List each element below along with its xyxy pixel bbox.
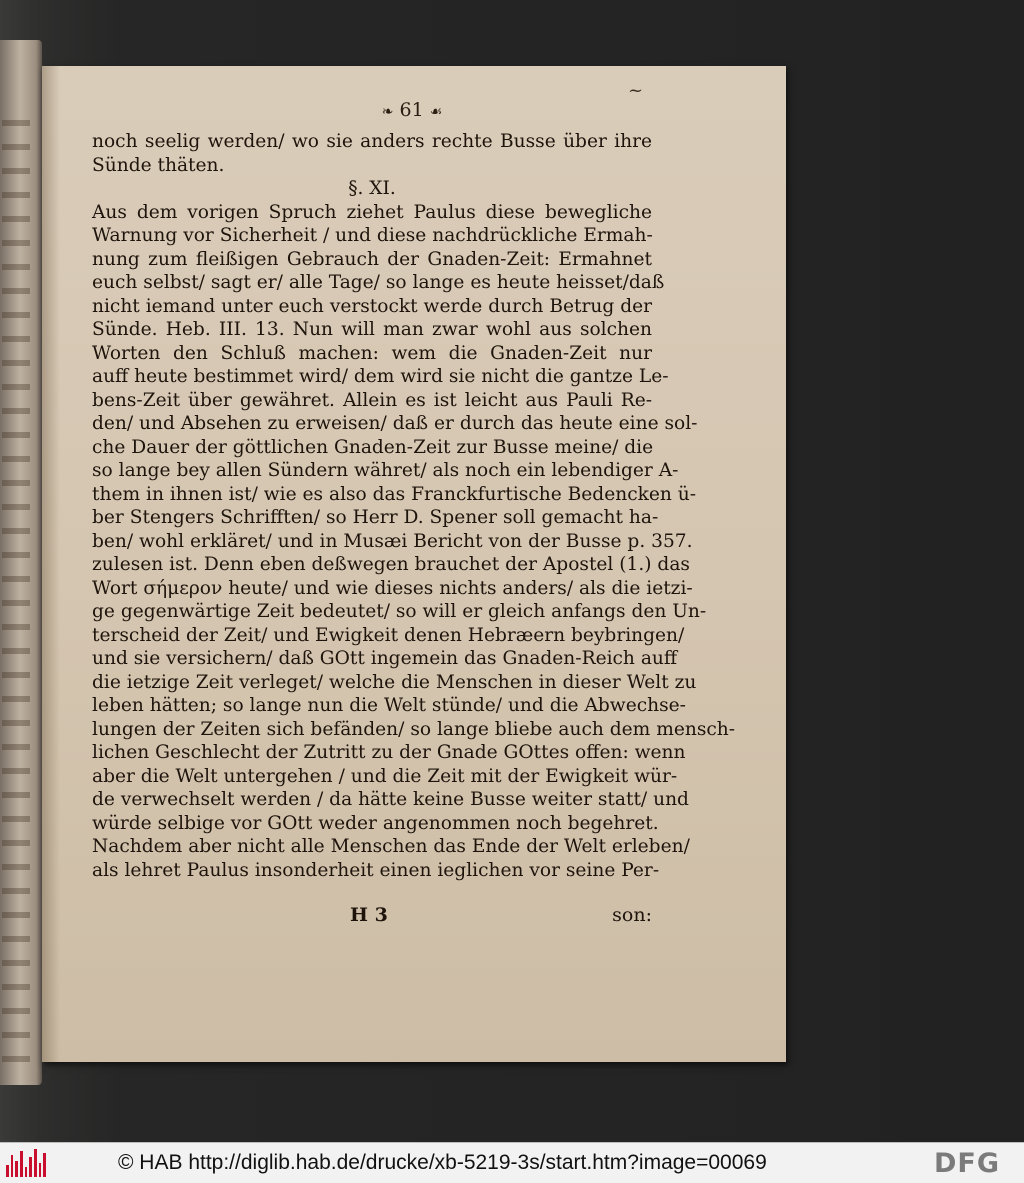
facing-page-edge	[0, 40, 42, 1085]
text-line: ber Stengers Schrifften/ so Herr D. Spener soll gemacht ha-	[92, 507, 659, 528]
text-line: bens-Zeit über gewähret. Allein es ist leicht aus Pauli Re-	[92, 389, 652, 411]
text-line: würde selbige vor GOtt weder angenommen noch begehret.	[92, 812, 659, 834]
corner-mark: ~	[628, 80, 644, 101]
text-line: Warnung vor Sicherheit / und diese nachdrückliche Ermah-	[92, 225, 653, 246]
text-line: terscheid der Zeit/ und Ewigkeit denen Hebræern beybringen/	[92, 624, 685, 646]
text-line: noch seelig werden/ wo sie anders rechte Busse über ihre	[92, 131, 652, 152]
text-line: auff heute bestimmet wird/ dem wird sie nicht die gantze Le-	[92, 366, 669, 387]
text-line: de verwechselt werden / da hätte keine Busse weiter statt/ und	[92, 789, 689, 810]
text-line: die ietzige Zeit verleget/ welche die Menschen in dieser Welt zu	[92, 671, 697, 693]
text-line: aber die Welt untergehen / und die Zeit mit der Ewigkeit wür-	[92, 765, 678, 787]
copyright-url[interactable]: © HAB http://diglib.hab.de/drucke/xb-5219-3s/start.htm?image=00069	[118, 1151, 767, 1174]
page-footer	[92, 904, 652, 930]
hab-logo-icon[interactable]	[6, 1149, 46, 1177]
text-line: Wort σήμερον heute/ und wie dieses nichts anders/ als die ietzi-	[92, 577, 693, 599]
signature-mark: H 3	[350, 904, 388, 926]
page-number-header	[352, 99, 472, 125]
text-line: Nachdem aber nicht alle Menschen das Ende der Welt erleben/	[92, 836, 690, 857]
text-line: them in ihnen ist/ wie es also das Franckfurtische Bedencken ü-	[92, 483, 697, 505]
text-line: nicht iemand unter euch verstockt werde durch Betrug der	[92, 295, 652, 317]
text-line: den/ und Absehen zu erweisen/ daß er durch das heute eine sol-	[92, 413, 698, 434]
text-line: lichen Geschlecht der Zutritt zu der Gnade GOttes offen: wenn	[92, 742, 686, 763]
text-line: als lehret Paulus insonderheit einen ieglichen vor seine Per-	[92, 859, 660, 881]
ornament-right-icon: ☙	[429, 104, 443, 120]
catchword: son:	[612, 904, 652, 926]
text-line: Sünde. Heb. III. 13. Nun will man zwar wohl aus solchen	[92, 319, 652, 340]
text-line: zulesen ist. Denn eben deßwegen brauchet der Apostel (1.) das	[92, 554, 690, 575]
page-number: 61	[399, 99, 424, 121]
text-line: Worten den Schluß machen: wem die Gnaden-Zeit nur	[92, 342, 652, 364]
text-line: lungen der Zeiten sich befänden/ so lange bliebe auch dem mensch-	[92, 718, 736, 740]
text-line: §. XI.	[348, 178, 396, 199]
text-line: so lange bey allen Sündern währet/ als noch ein lebendiger A-	[92, 460, 679, 481]
text-line: ge gegenwärtige Zeit bedeutet/ so will er gleich anfangs den Un-	[92, 601, 707, 622]
text-line: und sie versichern/ daß GOtt ingemein das Gnaden-Reich auff	[92, 648, 678, 669]
facing-page-text-bleed	[2, 120, 30, 1080]
text-line: leben hätten; so lange nun die Welt stünde/ und die Abwechse-	[92, 695, 686, 716]
ornament-left-icon: ❧	[381, 104, 394, 120]
text-line: nung zum fleißigen Gebrauch der Gnaden-Zeit: Ermahnet	[92, 248, 652, 270]
text-line: Sünde thäten.	[92, 154, 225, 176]
dfg-logo[interactable]: DFG	[934, 1148, 1001, 1179]
book-page	[42, 66, 786, 1062]
text-line: Aus dem vorigen Spruch ziehet Paulus diese bewegliche	[92, 201, 652, 223]
text-line: euch selbst/ sagt er/ alle Tage/ so lange es heute heisset/daß	[92, 272, 665, 293]
text-line: che Dauer der göttlichen Gnaden-Zeit zur Busse meine/ die	[92, 436, 654, 458]
viewer-footer	[0, 1142, 1024, 1183]
page-text	[92, 130, 736, 882]
text-line: ben/ wohl erkläret/ und in Musæi Bericht von der Busse p. 357.	[92, 530, 693, 552]
